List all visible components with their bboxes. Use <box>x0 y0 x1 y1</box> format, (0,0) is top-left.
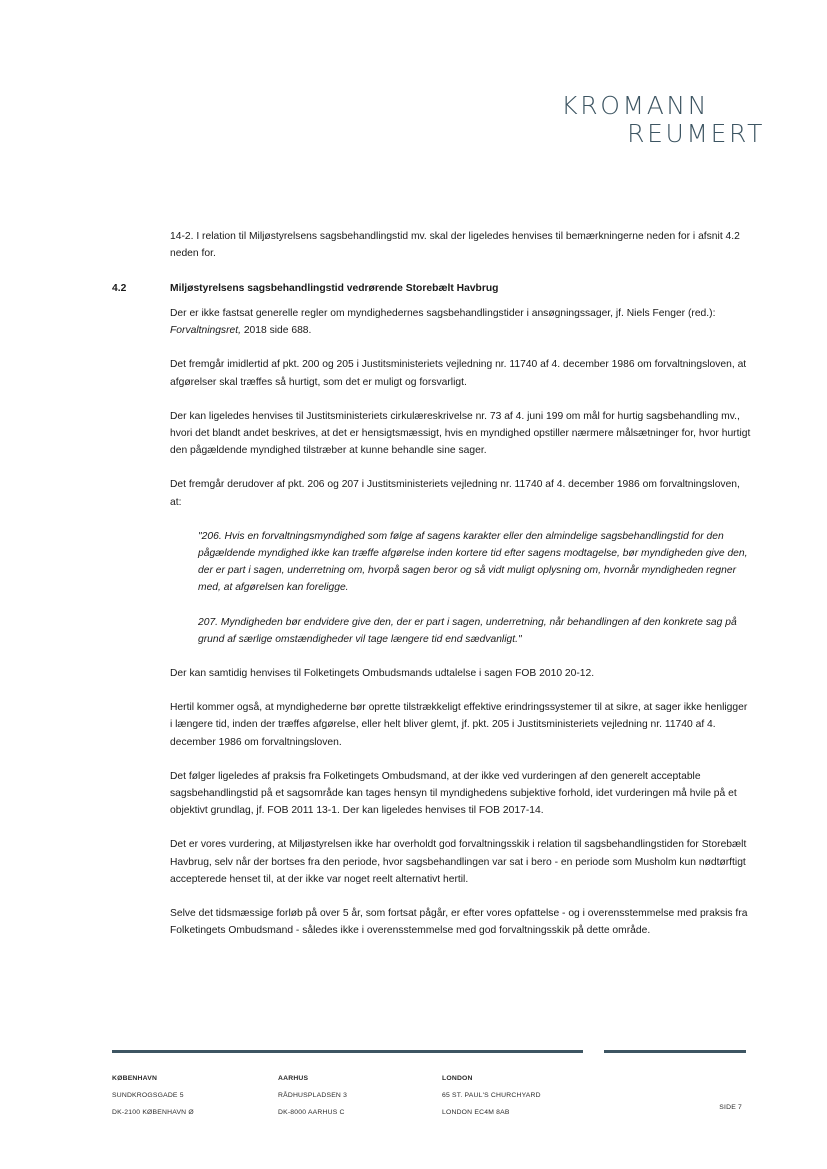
intro-paragraph: 14-2. I relation til Miljøstyrelsens sagsbehandlingstid mv. skal der ligeledes henvises til bemærkningerne neden for i afsnit 4.2 neden for. <box>170 231 740 260</box>
paragraph-5: Der kan samtidig henvises til Folketingets Ombudsmands udtalelse i sagen FOB 2010 20-12. <box>170 668 595 680</box>
office-copenhagen <box>112 1070 194 1121</box>
office-aarhus <box>278 1070 347 1121</box>
paragraph-1 <box>170 305 752 339</box>
section-body <box>170 305 752 956</box>
paragraph-2: Det fremgår imidlertid af pkt. 200 og 205 i Justitsministeriets vejledning nr. 11740 af 4. december 1986 om forvaltningsloven, at afgørelser skal træffes så hurtigt, som det er muligt og forsvarligt. <box>170 359 747 388</box>
paragraph-1-text: Der er ikke fastsat generelle regler om myndighedernes sagsbehandlingstider i ansøgningssager, jf. Niels Fenger (red.): <box>170 308 716 319</box>
section-title: Miljøstyrelsens sagsbehandlingstid vedrørende Storebælt Havbrug <box>170 283 499 294</box>
paragraph-1-citation: Forvaltningsret, <box>170 325 241 337</box>
company-logo <box>561 92 765 148</box>
office-postal: DK-8000 AARHUS C <box>278 1109 345 1116</box>
paragraph-9: Selve det tidsmæssige forløb på over 5 år, som fortsat pågår, er efter vores opfattelse - og i overensstemmelse med praksis fra Folketingets Ombudsmand - således ikke i overensstemmelse med god forvaltningsskik på dette område. <box>170 908 748 937</box>
page-footer <box>112 1050 746 1120</box>
page-number: SIDE 7 <box>719 1104 742 1111</box>
office-street: RÅDHUSPLADSEN 3 <box>278 1092 348 1099</box>
footer-rule-right <box>604 1050 746 1053</box>
paragraph-7: Det følger ligeledes af praksis fra Folketingets Ombudsmand, at der ikke ved vurderingen af den generelt acceptable sagsbehandlingstid på et sagsområde kan tages hensyn til myndighedens subjektive forhold, idet vurderingen må hvile på et objektivt grundlag, jf. FOB 2011 13-1. Der kan ligeledes henvises til FOB 2017-14. <box>170 770 737 817</box>
paragraph-4: Det fremgår derudover af pkt. 206 og 207 i Justitsministeriets vejledning nr. 11740 af 4. december 1986 om forvaltningsloven, at: <box>170 479 740 508</box>
document-body <box>170 228 752 279</box>
paragraph-8: Det er vores vurdering, at Miljøstyrelsen ikke har overholdt god forvaltningsskik i relation til sagsbehandlingstiden for Storebælt Havbrug, selv når der bortses fra den periode, hvor sagsbehandlingen var sat i bero - en periode som Musholm kun nødtørftigt accepterede henset til, at der ikke var noget reelt alternativt hertil. <box>170 839 747 885</box>
quote-207: 207. Myndigheden bør endvidere give den, der er part i sagen, underretning, når behandlingen af den konkrete sag på grund af særlige omstændigheder vil tage længere tid end sædvanligt." <box>198 616 737 645</box>
office-street: SUNDKROGSGADE 5 <box>112 1092 184 1099</box>
block-quote <box>198 528 752 648</box>
logo-line-1: KROMANN <box>561 91 709 120</box>
paragraph-3: Der kan ligeledes henvises til Justitsministeriets cirkulæreskrivelse nr. 73 af 4. juni 199 om mål for hurtig sagsbehandling mv., hvori det blandt andet beskrives, at det er hensigtsmæssigt, hvis en myndighed opstiller nærmere målsætninger for, hvor hurtigt den pågældende myndighed tilstræber at kunne behandle sine sager. <box>170 410 751 457</box>
office-postal: DK-2100 KØBENHAVN Ø <box>112 1109 194 1116</box>
office-city: KØBENHAVN <box>112 1075 158 1082</box>
office-postal: LONDON EC4M 8AB <box>442 1109 510 1116</box>
paragraph-1-text-end: 2018 side 688. <box>240 325 312 337</box>
office-city: LONDON <box>442 1075 473 1082</box>
office-city: AARHUS <box>278 1075 309 1082</box>
section-number: 4.2 <box>112 283 127 294</box>
logo-line-2: REUMERT <box>627 119 765 148</box>
quote-206: "206. Hvis en forvaltningsmyndighed som følge af sagens karakter eller den almindelige sagsbehandlingstid for den pågældende myndighed ikke kan træffe afgørelse inden kortere tid efter sagens modtagelse, bør myndigheden give den, der er part i sagen, underretning om, hvorpå sagen beror og så vidt muligt oplysning om, hvornår myndigheden regner med, at afgørelsen kan foreligge. <box>198 530 748 594</box>
paragraph-6: Hertil kommer også, at myndighederne bør oprette tilstrækkeligt effektive erindringssystemer til at sikre, at sager ikke henligger i længere tid, inden der træffes afgørelse, eller helt bliver glemt, jf. pkt. 205 i Justitsministeriets vejledning nr. 11740 af 4. december 1986 om forvaltningsloven. <box>170 702 748 748</box>
footer-rule-left <box>112 1050 583 1053</box>
office-london <box>442 1070 541 1121</box>
office-street: 65 ST. PAUL'S CHURCHYARD <box>442 1092 541 1099</box>
